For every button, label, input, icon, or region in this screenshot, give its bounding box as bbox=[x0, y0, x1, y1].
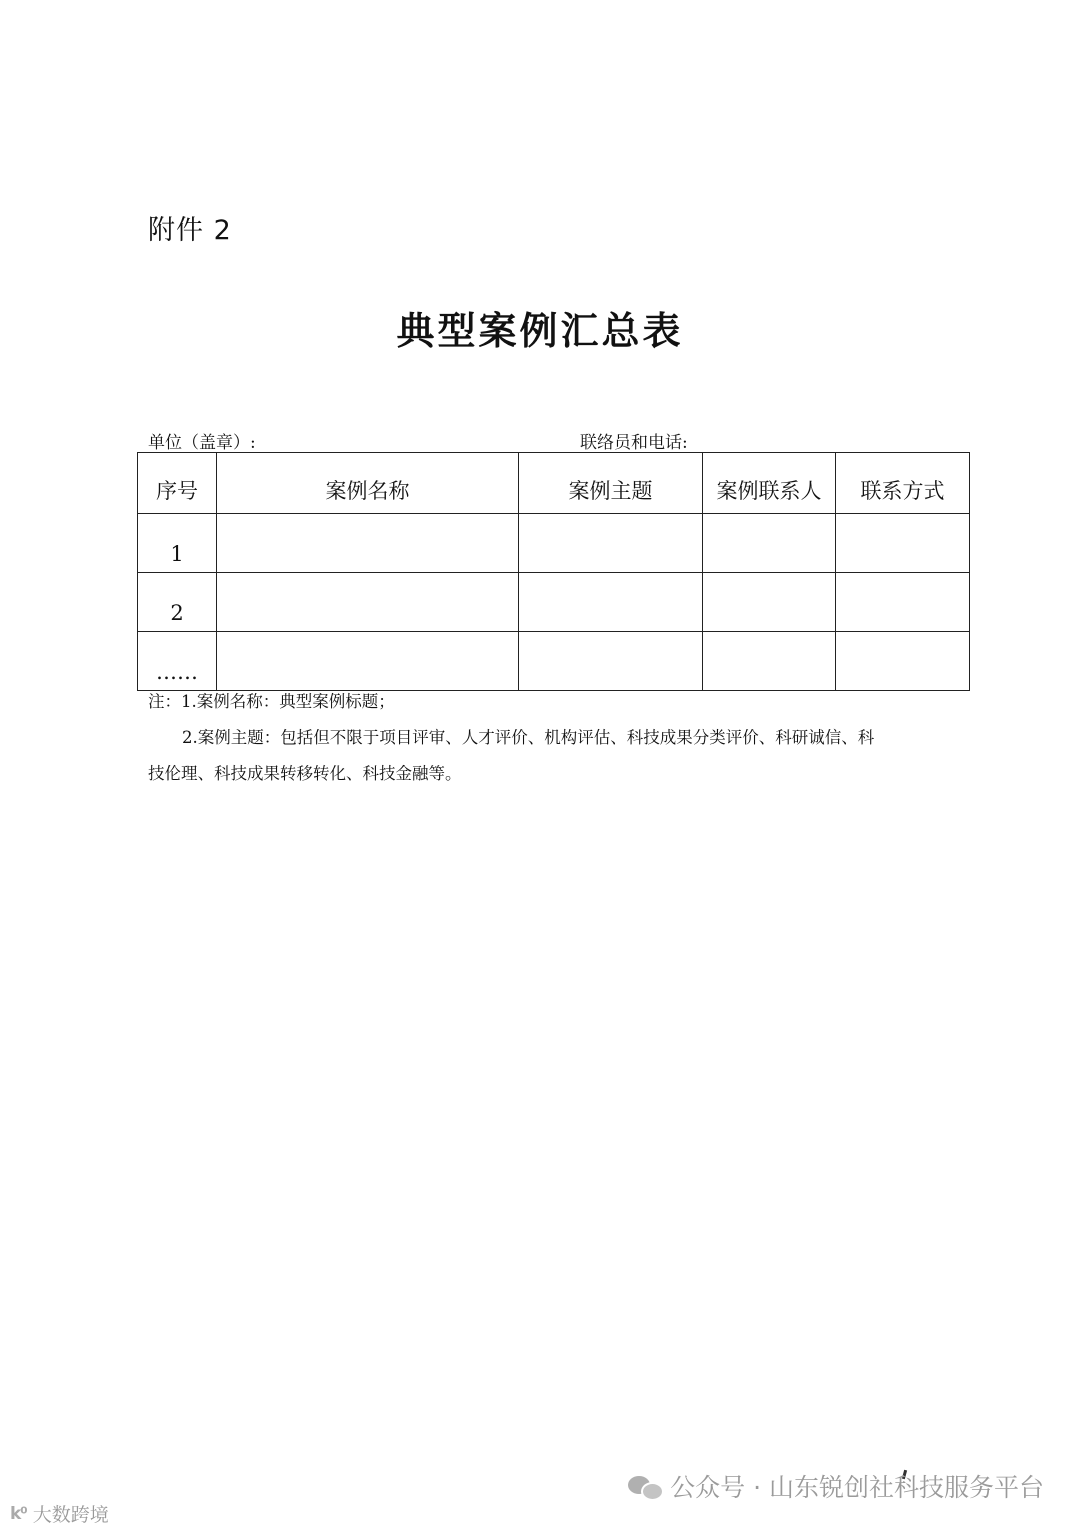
row-case-theme bbox=[519, 514, 703, 573]
note-line-1: 注：1.案例名称：典型案例标题； bbox=[148, 692, 395, 711]
row-contact-method bbox=[836, 632, 970, 691]
summary-table bbox=[137, 452, 970, 691]
attachment-label: 附件 2 bbox=[148, 215, 232, 246]
row-contact-method bbox=[836, 573, 970, 632]
row-case-name bbox=[217, 632, 519, 691]
row-case-contact bbox=[703, 514, 836, 573]
table-row bbox=[138, 573, 970, 632]
brand-text: 大数跨境 bbox=[32, 1504, 109, 1526]
row-case-contact bbox=[703, 573, 836, 632]
watermark-text: 公众号 · 山东锐创社科技服务平台 bbox=[670, 1473, 1044, 1502]
row-case-theme bbox=[519, 573, 703, 632]
header-serial: 序号 bbox=[138, 453, 217, 514]
row-contact-method bbox=[836, 514, 970, 573]
row-serial: 1 bbox=[138, 514, 217, 573]
header-case-contact: 案例联系人 bbox=[703, 453, 836, 514]
table-row bbox=[138, 514, 970, 573]
contact-label: 联络员和电话: bbox=[580, 433, 688, 453]
row-case-theme bbox=[519, 632, 703, 691]
note-line-2: 2.案例主题：包括但不限于项目评审、人才评价、机构评估、科技成果分类评价、科研诚信、科 bbox=[182, 728, 875, 747]
page-title: 典型案例汇总表 bbox=[396, 308, 684, 353]
note-line-3: 技伦理、科技成果转移转化、科技金融等。 bbox=[148, 764, 462, 783]
header-row bbox=[138, 453, 970, 514]
row-serial: 2 bbox=[138, 573, 217, 632]
brand-logo-icon: k⁰ bbox=[10, 1503, 27, 1524]
header-case-name: 案例名称 bbox=[217, 453, 519, 514]
row-case-name bbox=[217, 514, 519, 573]
header-contact-method: 联系方式 bbox=[836, 453, 970, 514]
wechat-icon bbox=[628, 1474, 662, 1498]
row-serial: …… bbox=[138, 632, 217, 691]
unit-label: 单位（盖章）: bbox=[148, 433, 256, 453]
header-case-theme: 案例主题 bbox=[519, 453, 703, 514]
brand bbox=[10, 1500, 109, 1527]
row-case-name bbox=[217, 573, 519, 632]
row-case-contact bbox=[703, 632, 836, 691]
notes bbox=[148, 684, 958, 792]
table-row bbox=[138, 632, 970, 691]
watermark bbox=[628, 1468, 1044, 1504]
